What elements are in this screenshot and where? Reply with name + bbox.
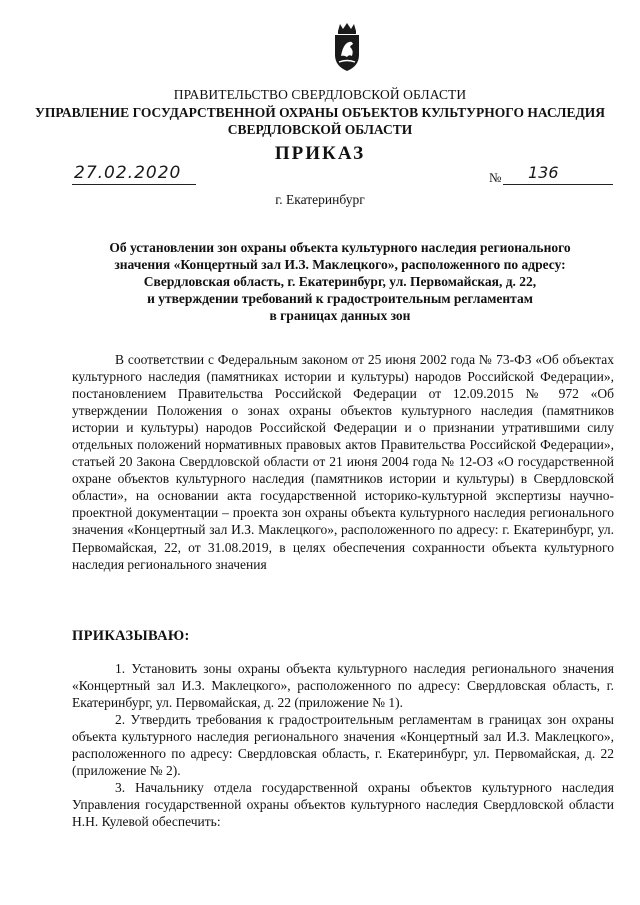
order-subject: [60, 239, 620, 324]
subject-line: в границах данных зон: [269, 308, 411, 323]
subject-line: и утверждении требований к градостроительным регламентам: [147, 291, 533, 306]
decree-item-2: 2. Утвердить требования к градостроительным регламентам в границах зон охраны объекта культурного наследия регионального значения «Концертный зал И.З. Маклецкого», расположенного по адресу: Свердловская область, г. Екатеринбург, ул. Первомайская, д. 22 (приложение № 2).: [72, 712, 614, 778]
department-name-line2: СВЕРДЛОВСКОЙ ОБЛАСТИ: [227, 122, 413, 137]
sverdlovsk-coat-of-arms-icon: [330, 22, 364, 72]
subject-line: Об установлении зон охраны объекта культурного наследия регионального: [109, 240, 571, 255]
decree-item-3: 3. Начальнику отдела государственной охраны объектов культурного наследия Управления государственной охраны объектов культурного наследия Свердловской области Н.Н. Кулевой обеспечить:: [72, 780, 614, 829]
department-name-line1: УПРАВЛЕНИЕ ГОСУДАРСТВЕННОЙ ОХРАНЫ ОБЪЕКТОВ КУЛЬТУРНОГО НАСЛЕДИЯ: [34, 105, 606, 120]
number-underline: [503, 184, 613, 185]
subject-line: Свердловская область, г. Екатеринбург, ул. Первомайская, д. 22,: [143, 274, 537, 289]
order-date: 27.02.2020: [74, 163, 182, 183]
government-name: ПРАВИТЕЛЬСТВО СВЕРДЛОВСКОЙ ОБЛАСТИ: [173, 87, 467, 102]
preamble-paragraph: В соответствии с Федеральным законом от 25 июня 2002 года № 73-ФЗ «Об объектах культурного наследия (памятниках истории и культуры) народов Российской Федерации», постановлением Правительства Российской Федерации от 12.09.2015 № 972 «Об утверждении Положения о зонах охраны объектов культурного наследия (памятников истории и культуры) народов Российской Федерации и о признании утратившими силу отдельных положений нормативных правовых актов Правительства Российской Федерации», статьей 20 Закона Свердловской области от 21 июня 2004 года № 12-ОЗ «О государственной охране объектов культурного наследия (памятников истории и культуры) в Свердловской области», на основании акта государственной историко-культурной экспертизы научно-проектной документации – проекта зон охраны объекта культурного наследия регионального значения «Концертный зал И.З. Маклецкого», расположенного по адресу: г. Екатеринбург, ул. Первомайская, 22, от 31.08.2019, в целях обеспечения сохранности объекта культурного наследия регионального значения: [72, 352, 614, 572]
document-title: ПРИКАЗ: [274, 143, 366, 164]
order-number-label: №: [489, 170, 502, 185]
decree-item-1: 1. Установить зоны охраны объекта культурного наследия регионального значения «Концертный зал И.З. Маклецкого», расположенного по адресу: Свердловская область, г. Екатеринбург, ул. Первомайская, д. 22 (приложение № 1).: [72, 661, 614, 710]
order-number: 136: [528, 163, 559, 182]
order-city: г. Екатеринбург: [275, 192, 365, 207]
date-underline: [72, 184, 196, 185]
decree-word: ПРИКАЗЫВАЮ:: [72, 628, 190, 644]
subject-line: значения «Концертный зал И.З. Маклецкого», расположенного по адресу:: [114, 257, 566, 272]
